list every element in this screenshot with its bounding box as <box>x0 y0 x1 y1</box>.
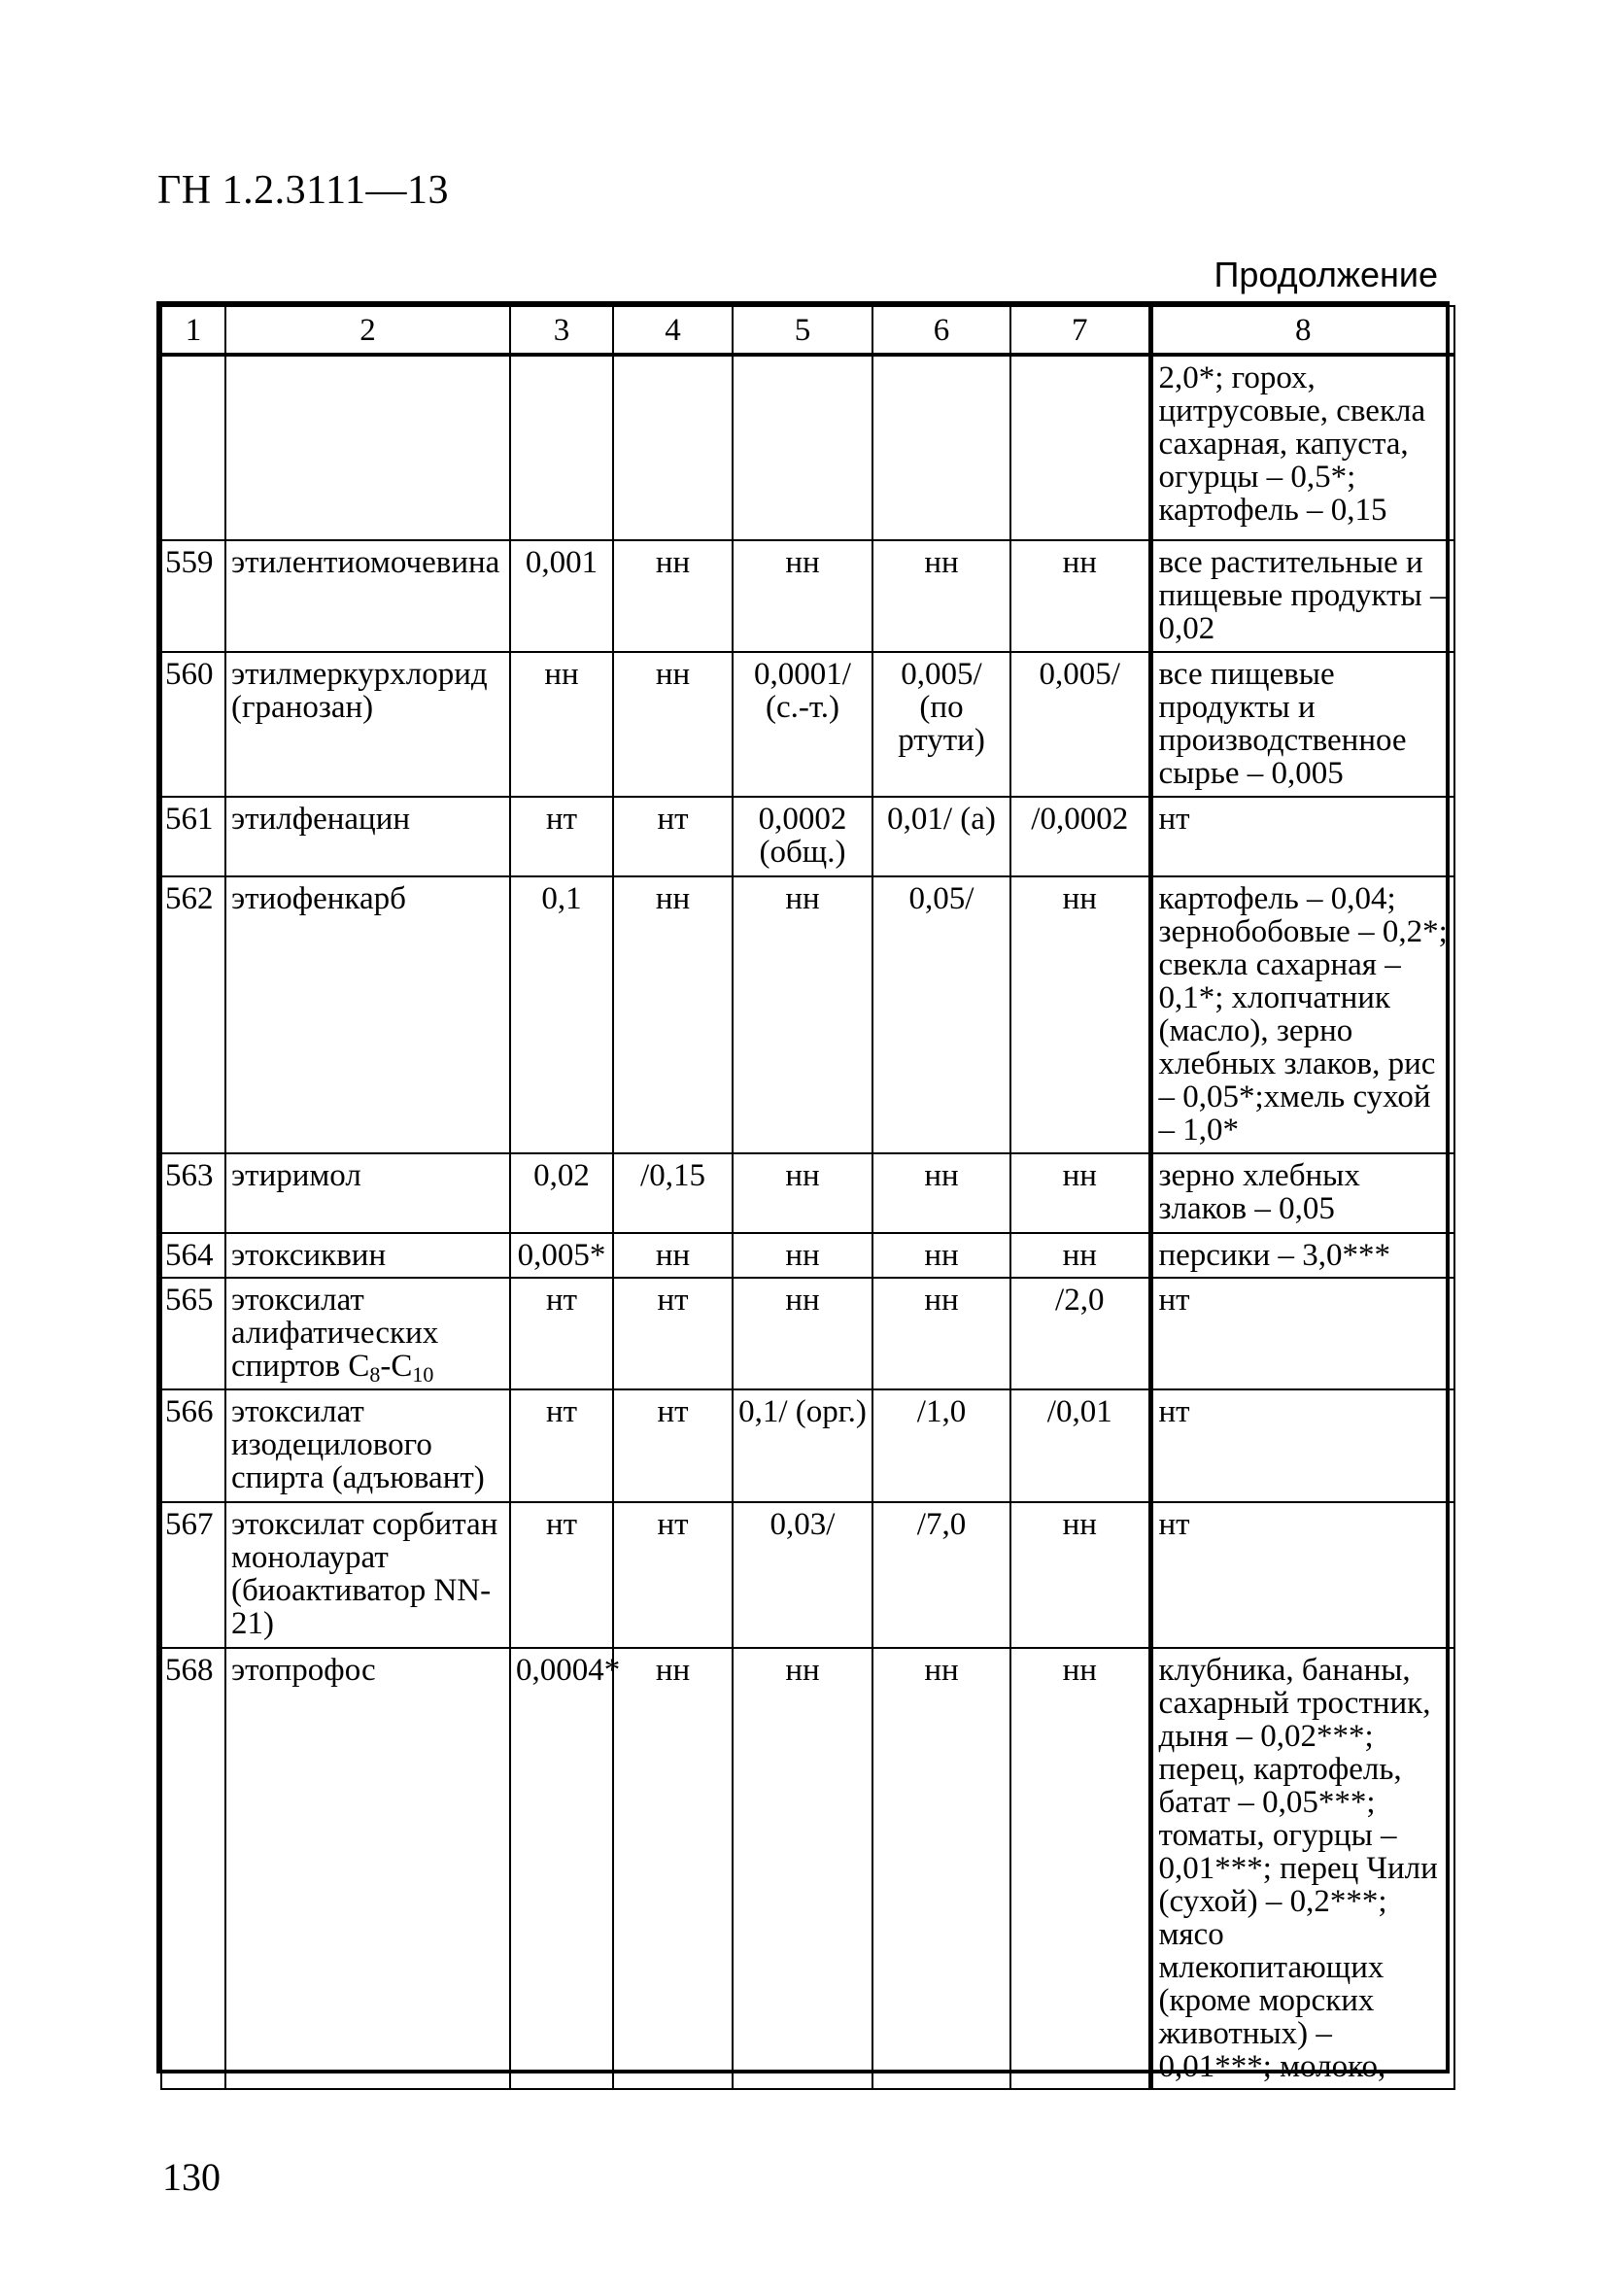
substance-name: этилентиомочевина <box>225 540 510 652</box>
cell-col3: нн <box>510 652 613 797</box>
cell-col7: 0,005/ <box>1010 652 1150 797</box>
table-header-row <box>161 306 1454 355</box>
table-row <box>161 1153 1454 1233</box>
standards-table <box>156 301 1450 2084</box>
substance-name: этилфенацин <box>225 797 510 876</box>
cell-col6: нн <box>872 1648 1010 2089</box>
substance-name: этопрофос <box>225 1648 510 2089</box>
substance-name <box>225 1278 510 1389</box>
cell-col8: персики – 3,0*** <box>1150 1233 1454 1278</box>
cell-col6: 0,05/ <box>872 876 1010 1153</box>
substance-name: этилмеркурхлорид (гранозан) <box>225 652 510 797</box>
cell-col8: 2,0*; горох, цитрусовые, свекла сахарная, капуста, огурцы – 0,5*; картофель – 0,15 <box>1150 355 1454 540</box>
cell-col7: нн <box>1010 1648 1150 2089</box>
row-number: 563 <box>161 1153 225 1233</box>
cell-col8: нт <box>1150 1389 1454 1502</box>
cell-col8: все пищевые продукты и производственное сырье – 0,005 <box>1150 652 1454 797</box>
cell-col4 <box>613 355 733 540</box>
cell-col3: 0,02 <box>510 1153 613 1233</box>
cell-col5: нн <box>733 1233 872 1278</box>
column-header-1: 1 <box>161 306 225 355</box>
cell-col5: нн <box>733 1153 872 1233</box>
column-header-2: 2 <box>225 306 510 355</box>
cell-col6: нн <box>872 1278 1010 1389</box>
table-row <box>161 1278 1454 1389</box>
table-row <box>161 1648 1454 2089</box>
substance-name: этоксилат сорбитан монолаурат (биоактиватор NN-21) <box>225 1502 510 1648</box>
cell-col5: 0,03/ <box>733 1502 872 1648</box>
row-number: 567 <box>161 1502 225 1648</box>
cell-col8: нт <box>1150 1278 1454 1389</box>
cell-col4: нн <box>613 540 733 652</box>
cell-col5: нн <box>733 540 872 652</box>
cell-col4: нт <box>613 1502 733 1648</box>
cell-col3: 0,0004* <box>510 1648 613 2089</box>
row-number: 562 <box>161 876 225 1153</box>
row-number: 561 <box>161 797 225 876</box>
cell-col3 <box>510 355 613 540</box>
cell-col3: нт <box>510 1389 613 1502</box>
cell-col4: нт <box>613 797 733 876</box>
table-row <box>161 1233 1454 1278</box>
column-header-3: 3 <box>510 306 613 355</box>
column-header-6: 6 <box>872 306 1010 355</box>
cell-col6: нн <box>872 1233 1010 1278</box>
table-row <box>161 355 1454 540</box>
table-row <box>161 876 1454 1153</box>
substance-name <box>225 355 510 540</box>
cell-col7: /2,0 <box>1010 1278 1150 1389</box>
row-number: 566 <box>161 1389 225 1502</box>
cell-col5: 0,0001/ (с.-т.) <box>733 652 872 797</box>
cell-col6: 0,005/ (по ртути) <box>872 652 1010 797</box>
substance-name: этиримол <box>225 1153 510 1233</box>
cell-col6 <box>872 355 1010 540</box>
cell-col7: нн <box>1010 540 1150 652</box>
cell-col5: 0,0002 (общ.) <box>733 797 872 876</box>
cell-col4: нн <box>613 1648 733 2089</box>
cell-col4: нт <box>613 1389 733 1502</box>
cell-col7 <box>1010 355 1150 540</box>
carbon-range-formula: $C_8-C_{10}$ <box>348 1349 434 1387</box>
cell-col8: картофель – 0,04; зернобобовые – 0,2*; свекла сахарная – 0,1*; хлопчатник (масло), зерно хлебных злаков, рис – 0,05*;хмель сухой – 1,0* <box>1150 876 1454 1153</box>
row-number: 568 <box>161 1648 225 2089</box>
cell-col8: нт <box>1150 1502 1454 1648</box>
cell-col6: /7,0 <box>872 1502 1010 1648</box>
cell-col5: 0,1/ (орг.) <box>733 1389 872 1502</box>
cell-col8: клубника, бананы, сахарный тростник, дыня – 0,02***; перец, картофель, батат – 0,05***; томаты, огурцы – 0,01***; перец Чили (сухой) – 0,2***; мясо млекопитающих (кроме морских животных) – 0,01***; молоко, <box>1150 1648 1454 2089</box>
cell-col4: нн <box>613 652 733 797</box>
table-row <box>161 1389 1454 1502</box>
cell-col7: нн <box>1010 876 1150 1153</box>
cell-col8: зерно хлебных злаков – 0,05 <box>1150 1153 1454 1233</box>
cell-col5 <box>733 355 872 540</box>
cell-col4: /0,15 <box>613 1153 733 1233</box>
cell-col3: 0,1 <box>510 876 613 1153</box>
row-number: 565 <box>161 1278 225 1389</box>
cell-col5: нн <box>733 876 872 1153</box>
cell-col6: 0,01/ (а) <box>872 797 1010 876</box>
cell-col3: 0,001 <box>510 540 613 652</box>
table-row <box>161 652 1454 797</box>
column-header-8: 8 <box>1150 306 1454 355</box>
cell-col4: нн <box>613 876 733 1153</box>
continuation-label: Продолжение <box>1214 255 1438 294</box>
cell-col8: нт <box>1150 797 1454 876</box>
cell-col7: /0,0002 <box>1010 797 1150 876</box>
table-row <box>161 540 1454 652</box>
cell-col5: нн <box>733 1648 872 2089</box>
cell-col6: /1,0 <box>872 1389 1010 1502</box>
cell-col3: нт <box>510 797 613 876</box>
cell-col7: нн <box>1010 1233 1150 1278</box>
substance-name: этоксиквин <box>225 1233 510 1278</box>
cell-col7: нн <box>1010 1153 1150 1233</box>
substance-name: этоксилат изодецилового спирта (адъювант) <box>225 1389 510 1502</box>
column-header-5: 5 <box>733 306 872 355</box>
row-number <box>161 355 225 540</box>
cell-col3: 0,005* <box>510 1233 613 1278</box>
cell-col4: нт <box>613 1278 733 1389</box>
substance-name: этиофенкарб <box>225 876 510 1153</box>
table-row <box>161 1502 1454 1648</box>
row-number: 559 <box>161 540 225 652</box>
column-header-7: 7 <box>1010 306 1150 355</box>
cell-col7: /0,01 <box>1010 1389 1150 1502</box>
cell-col5: нн <box>733 1278 872 1389</box>
row-number: 560 <box>161 652 225 797</box>
cell-col6: нн <box>872 540 1010 652</box>
cell-col6: нн <box>872 1153 1010 1233</box>
cell-col3: нт <box>510 1502 613 1648</box>
table-row <box>161 797 1454 876</box>
page-number: 130 <box>162 2155 221 2199</box>
cell-col4: нн <box>613 1233 733 1278</box>
cell-col7: нн <box>1010 1502 1150 1648</box>
substance-name-text: этоксилат алифатических спиртов <box>231 1283 439 1384</box>
document-code: ГН 1.2.3111—13 <box>157 168 449 213</box>
row-number: 564 <box>161 1233 225 1278</box>
cell-col8: все растительные и пищевые продукты – 0,02 <box>1150 540 1454 652</box>
column-header-4: 4 <box>613 306 733 355</box>
cell-col3: нт <box>510 1278 613 1389</box>
